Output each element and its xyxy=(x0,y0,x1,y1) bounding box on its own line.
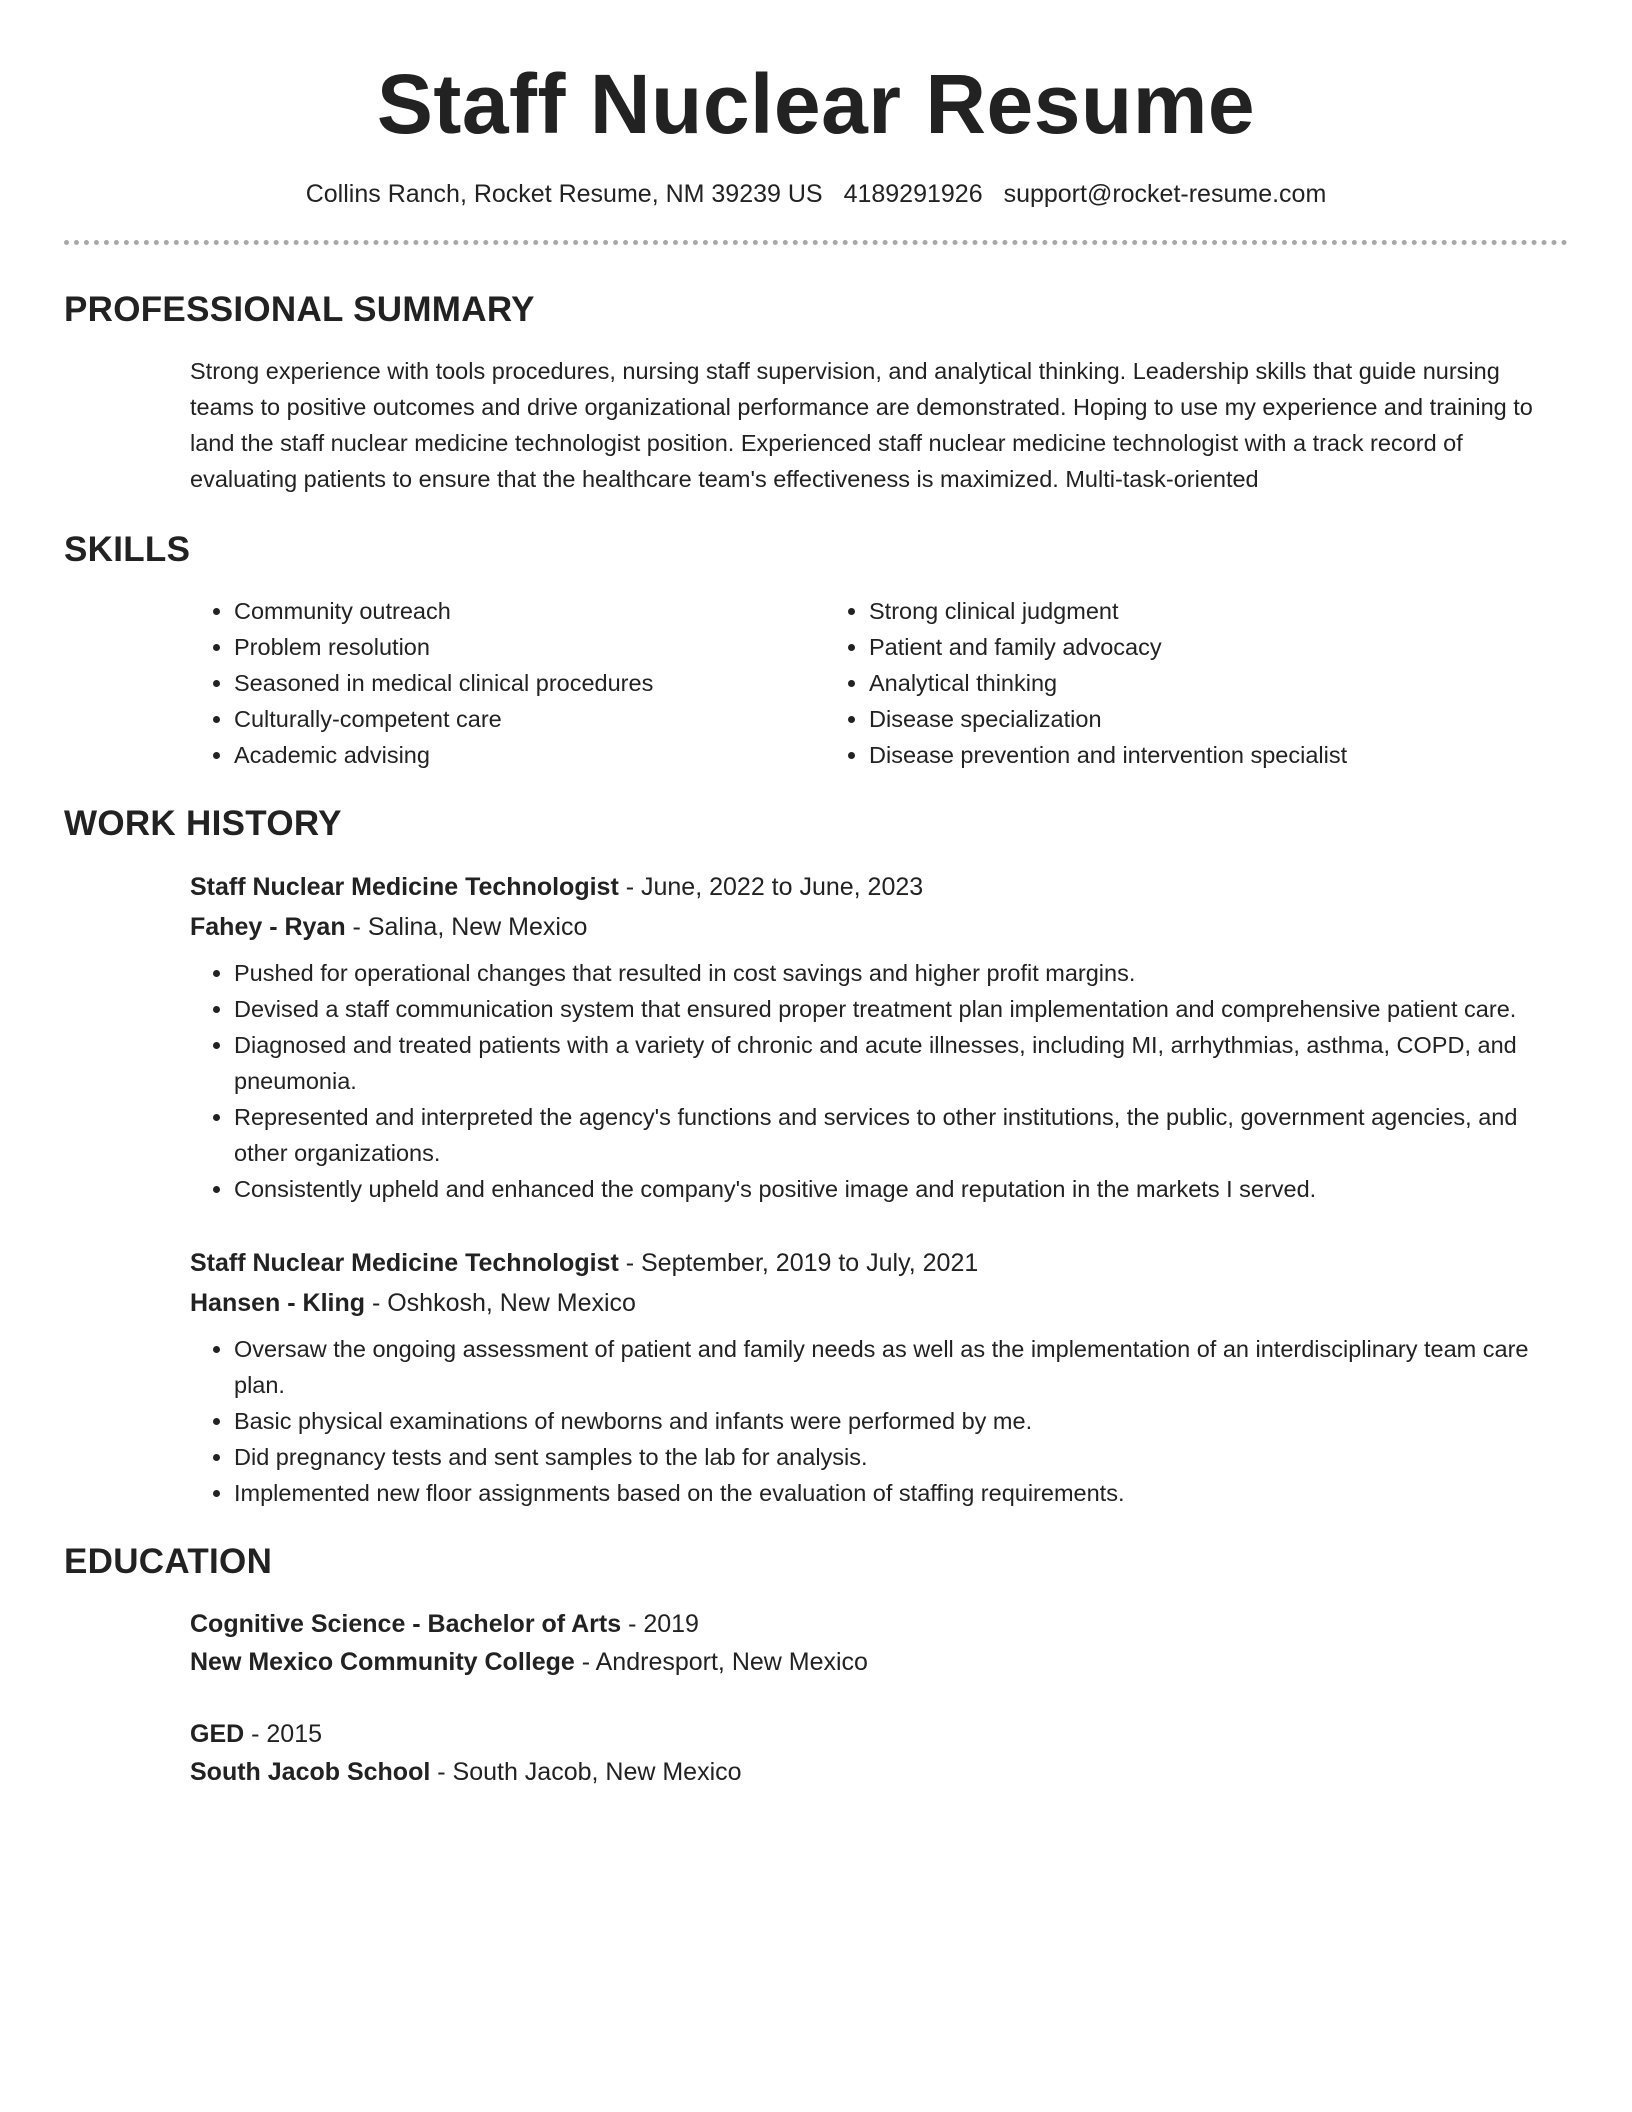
education-school-line xyxy=(190,1643,1568,1681)
job-bullet: • Oversaw the ongoing assessment of patient and family needs as well as the implementation of an interdisciplinary team care plan. xyxy=(234,1331,1568,1403)
job-bullets xyxy=(190,1331,1568,1511)
job-bullet: • Diagnosed and treated patients with a variety of chronic and acute illnesses, including MI, arrhythmias, asthma, COPD, and pneumonia. xyxy=(234,1027,1568,1099)
skill-item: • Strong clinical judgment xyxy=(869,593,1460,629)
skills-list-left xyxy=(190,593,825,773)
work-section-title: WORK HISTORY xyxy=(64,804,342,843)
education-degree-line xyxy=(190,1715,1568,1753)
contact-phone: 4189291926 xyxy=(843,180,983,208)
education-year: - 2019 xyxy=(621,1610,699,1638)
skill-item: • Seasoned in medical clinical procedures xyxy=(234,665,825,701)
job-bullet: • Did pregnancy tests and sent samples to the lab for analysis. xyxy=(234,1439,1568,1475)
education-degree: Cognitive Science - Bachelor of Arts xyxy=(190,1610,622,1638)
contact-address: Collins Ranch, Rocket Resume, NM 39239 US xyxy=(305,180,823,208)
education-school: South Jacob School xyxy=(190,1758,431,1786)
skill-item: • Disease prevention and intervention specialist xyxy=(869,737,1460,773)
education-entry xyxy=(190,1715,1568,1791)
job-company: Hansen - Kling xyxy=(190,1289,366,1317)
summary-section-title: PROFESSIONAL SUMMARY xyxy=(64,290,535,329)
contact-line xyxy=(64,178,1568,210)
job-bullet: • Devised a staff communication system that ensured proper treatment plan implementation and comprehensive patient care. xyxy=(234,991,1568,1027)
resume-name: Staff Nuclear Resume xyxy=(376,57,1256,151)
job-bullet: • Implemented new floor assignments based on the evaluation of staffing requirements. xyxy=(234,1475,1568,1511)
education-section xyxy=(190,1605,1568,1791)
job-title-line xyxy=(190,1243,1568,1283)
contact-email: support@rocket-resume.com xyxy=(1003,180,1327,208)
job-role: Staff Nuclear Medicine Technologist xyxy=(190,873,619,901)
skill-item: • Patient and family advocacy xyxy=(869,629,1460,665)
skill-item: • Culturally-competent care xyxy=(234,701,825,737)
skill-item: • Problem resolution xyxy=(234,629,825,665)
skill-item: • Academic advising xyxy=(234,737,825,773)
job-entry xyxy=(190,867,1568,1207)
job-bullet: • Basic physical examinations of newborns and infants were performed by me. xyxy=(234,1403,1568,1439)
education-year: - 2015 xyxy=(244,1720,323,1748)
job-dates: - September, 2019 to July, 2021 xyxy=(618,1249,979,1277)
job-bullets xyxy=(190,955,1568,1207)
summary-text: Strong experience with tools procedures, nursing staff supervision, and analytical thinking. Leadership skills that guide nursing teams to positive outcomes and drive organizational performance are demonstrated. Hoping to use my experience and training to land the staff nuclear medicine technologist position. Experienced staff nuclear medicine technologist with a track record of evaluating patients to ensure that the healthcare team's effectiveness is maximized. Multi-task-oriented xyxy=(190,358,1533,492)
work-section xyxy=(190,867,1568,1511)
education-degree: GED xyxy=(190,1720,245,1748)
job-company-line xyxy=(190,907,1568,947)
job-bullet: • Pushed for operational changes that resulted in cost savings and higher profit margins. xyxy=(234,955,1568,991)
job-company: Fahey - Ryan xyxy=(190,913,346,941)
education-school-line xyxy=(190,1753,1568,1791)
education-degree-line xyxy=(190,1605,1568,1643)
header-divider xyxy=(64,240,1568,245)
skills-section-title: SKILLS xyxy=(64,530,191,569)
job-dates: - June, 2022 to June, 2023 xyxy=(618,873,924,901)
education-location: - South Jacob, New Mexico xyxy=(430,1758,742,1786)
education-school: New Mexico Community College xyxy=(190,1648,575,1676)
education-entry xyxy=(190,1605,1568,1681)
skills-list-right xyxy=(825,593,1460,773)
job-role: Staff Nuclear Medicine Technologist xyxy=(190,1249,619,1277)
job-entry xyxy=(190,1243,1568,1511)
skill-item: • Community outreach xyxy=(234,593,825,629)
job-location: - Salina, New Mexico xyxy=(345,913,588,941)
summary-section xyxy=(190,353,1568,497)
education-location: - Andresport, New Mexico xyxy=(574,1648,868,1676)
skills-grid xyxy=(190,593,1568,773)
job-title-line xyxy=(190,867,1568,907)
skill-item: • Disease specialization xyxy=(869,701,1460,737)
job-bullet: • Represented and interpreted the agency's functions and services to other institutions, the public, government agencies, and other organizations. xyxy=(234,1099,1568,1171)
education-section-title: EDUCATION xyxy=(64,1542,273,1581)
skill-item: • Analytical thinking xyxy=(869,665,1460,701)
job-company-line xyxy=(190,1283,1568,1323)
job-location: - Oshkosh, New Mexico xyxy=(365,1289,636,1317)
job-bullet: • Consistently upheld and enhanced the company's positive image and reputation in the markets I served. xyxy=(234,1171,1568,1207)
skills-section xyxy=(190,593,1568,773)
